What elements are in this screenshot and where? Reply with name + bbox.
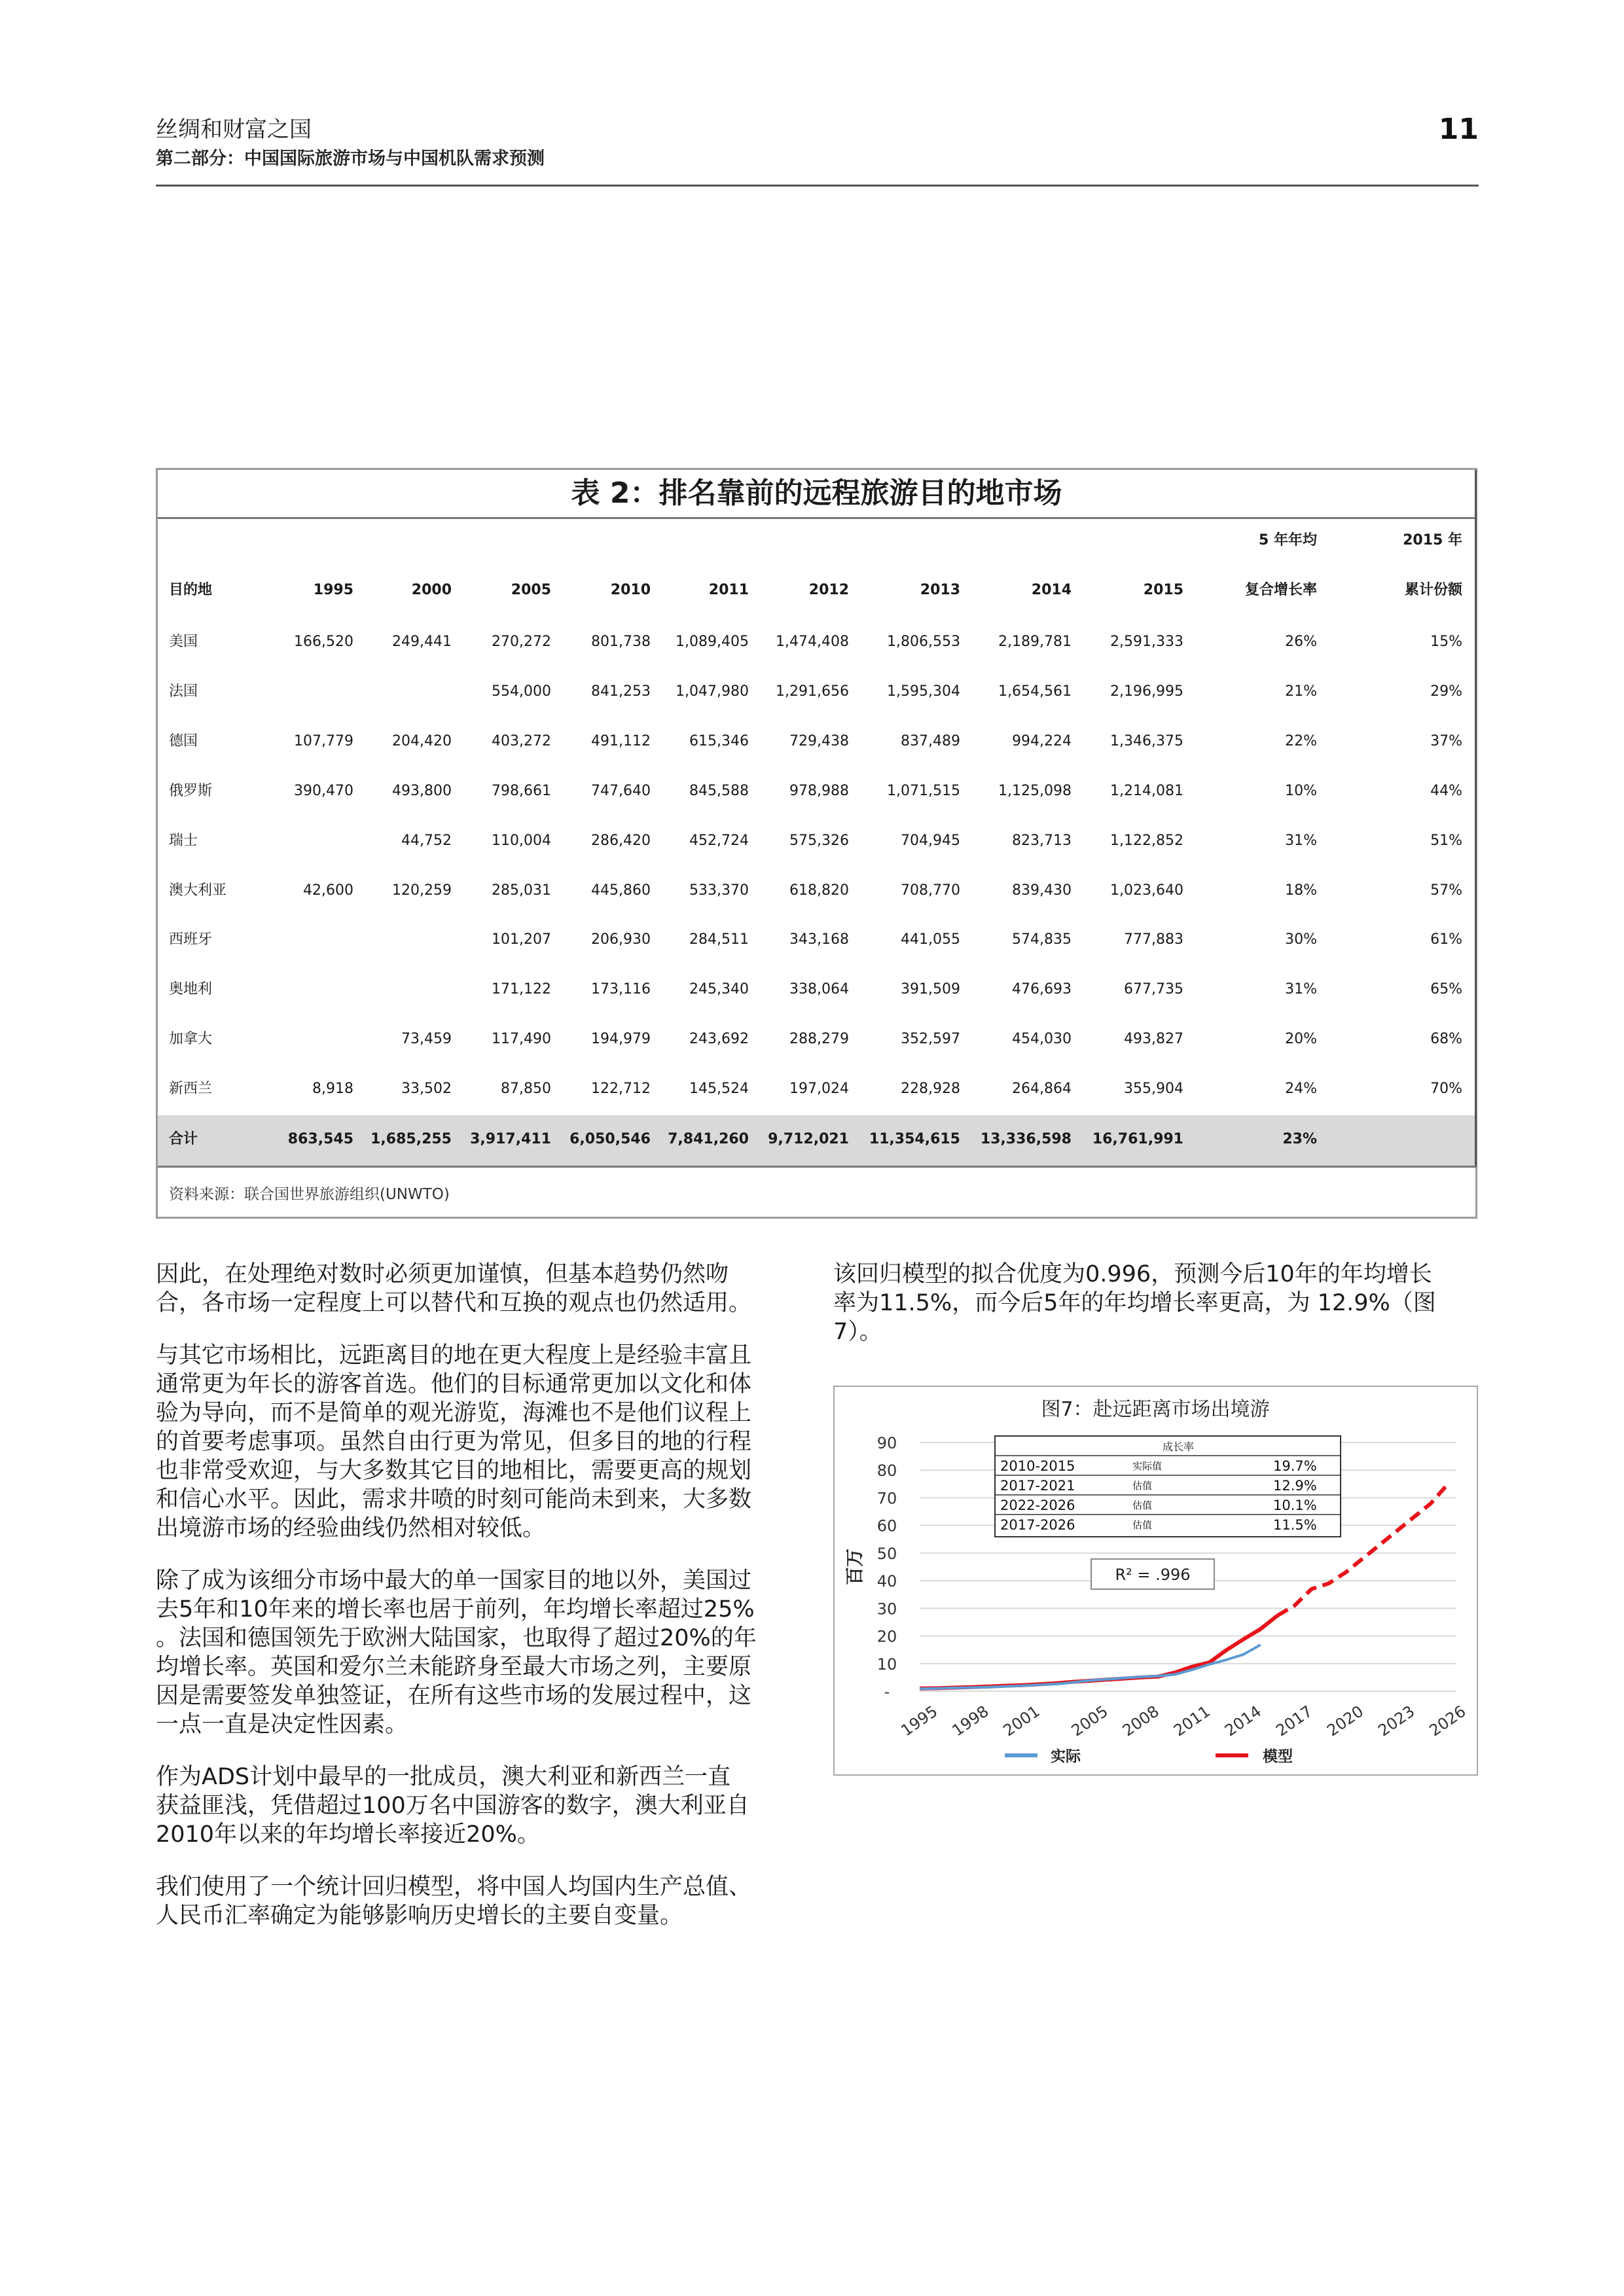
table-cell: 2,189,781 [998, 634, 1072, 650]
table-cell: 704,945 [901, 832, 960, 849]
header-subtitle: 第二部分：中国国际旅游市场与中国机队需求预测 [156, 149, 545, 169]
text-line: 因此，在处理绝对数时必须更加谨慎，但基本趋势仍然吻 [156, 1261, 729, 1287]
chart-data-point [970, 1687, 972, 1689]
table-row-label: 法国 [169, 683, 198, 700]
chart-data-point [1089, 1679, 1091, 1681]
text-line: 和信心水平。因此，需求井喷的时刻可能尚未到来，大多数 [156, 1486, 752, 1513]
chart-legend-label: 实际 [1051, 1748, 1081, 1765]
table-cell: 2,196,995 [1110, 683, 1183, 700]
table-row-label: 澳大利亚 [169, 882, 227, 899]
chart-inset-rate: 12.9% [1273, 1478, 1317, 1494]
table-cell: 476,693 [1012, 981, 1072, 998]
table-total-cell: 863,545 [287, 1131, 353, 1147]
chart-y-tick-label: 40 [876, 1572, 897, 1591]
chart-title: 图7：赴远距离市场出境游 [1041, 1398, 1270, 1421]
table-cell: 206,930 [591, 931, 651, 948]
table-cell: 452,724 [689, 832, 749, 849]
chart-y-axis-label: 百万 [844, 1548, 865, 1586]
table-source: 资料来源：联合国世界旅游组织(UNWTO) [169, 1186, 450, 1203]
table-cell: 403,272 [492, 732, 551, 749]
chart-data-point [987, 1686, 989, 1688]
table-cell: 29% [1430, 683, 1462, 700]
table-total-cell: 6,050,546 [569, 1131, 651, 1147]
table-cell: 33,502 [401, 1081, 452, 1098]
table-total-cell: 11,354,615 [869, 1131, 960, 1147]
table-cell: 841,253 [591, 683, 651, 700]
table-cell: 845,588 [689, 782, 749, 799]
chart-x-tick-label: 2001 [1000, 1702, 1043, 1740]
text-line: 去5年和10年来的增长率也居于前列，年均增长率超过25% [156, 1596, 755, 1623]
chart-data-point [919, 1688, 921, 1690]
table-cell: 491,112 [591, 732, 651, 749]
header-divider [156, 185, 1479, 187]
table-cell: 1,125,098 [998, 782, 1072, 799]
header-title: 丝绸和财富之国 [156, 117, 312, 143]
table-cell: 391,509 [901, 981, 960, 998]
chart-inset-period: 2022-2026 [1000, 1498, 1075, 1513]
table-row-label: 西班牙 [169, 931, 213, 948]
table-cell: 390,470 [294, 782, 353, 799]
table-cell: 1,089,405 [676, 634, 749, 650]
chart-annotation: R² = .996 [1115, 1566, 1191, 1584]
table-cell: 352,597 [901, 1031, 960, 1048]
paragraph [156, 1341, 810, 1543]
table-cell: 355,904 [1124, 1081, 1183, 1098]
chart-data-point [1140, 1676, 1142, 1678]
table-total-label: 合计 [169, 1131, 198, 1147]
table-bottom-border [158, 1166, 1477, 1168]
chart-data-point [1344, 1571, 1346, 1573]
table-cell: 1,122,852 [1110, 832, 1183, 849]
text-line: 该回归模型的拟合优度为0.996，预测今后10年的年均增长 [833, 1261, 1432, 1287]
table-cell: 454,030 [1012, 1031, 1072, 1048]
text-line: 合，各市场一定程度上可以替代和互换的观点也仍然适用。 [156, 1290, 752, 1316]
table-cell: 493,827 [1124, 1031, 1183, 1048]
table-total-cell: 13,336,598 [980, 1131, 1072, 1147]
table-cell: 1,474,408 [776, 634, 849, 650]
paragraph [156, 1566, 810, 1739]
table-total-cell: 3,917,411 [470, 1131, 551, 1147]
chart-inset-kind: 实际值 [1132, 1460, 1163, 1472]
chart-x-tick-label: 1995 [897, 1702, 941, 1740]
table-cell: 37% [1430, 732, 1462, 749]
chart-figure-7 [835, 1387, 1477, 1774]
chart-data-point [1157, 1675, 1159, 1677]
chart-data-point [1208, 1664, 1210, 1666]
table-cell: 117,490 [492, 1031, 551, 1048]
table-cell: 1,291,656 [776, 683, 849, 700]
text-line: 也非常受欢迎，与大多数其它目的地相比，需要更高的规划 [156, 1458, 752, 1484]
table-cell: 70% [1430, 1081, 1462, 1098]
table-cell: 10% [1285, 782, 1317, 799]
chart-data-point [953, 1687, 955, 1689]
table-cell: 441,055 [901, 931, 960, 948]
chart-y-tick-label: 60 [876, 1516, 897, 1535]
table-cell: 343,168 [789, 931, 849, 948]
table-cell: 798,661 [492, 782, 551, 799]
paragraph [156, 1873, 810, 1930]
chart-data-point [1327, 1583, 1329, 1585]
table-cell: 747,640 [591, 782, 651, 799]
table-cell: 8,918 [312, 1081, 353, 1098]
table-cell: 729,438 [789, 732, 849, 749]
chart-y-tick-label: 50 [876, 1544, 897, 1563]
table-cell: 533,370 [689, 882, 749, 899]
table-cell: 978,988 [789, 782, 849, 799]
table-cell: 24% [1285, 1081, 1317, 1098]
table-cell: 1,071,515 [887, 782, 960, 799]
table-cell: 73,459 [401, 1031, 452, 1048]
table-cell: 101,207 [492, 931, 551, 948]
table-cell: 286,420 [591, 832, 651, 849]
table-right-border [1475, 470, 1477, 1167]
chart-data-point [1242, 1653, 1244, 1655]
table-cell: 338,064 [789, 981, 849, 998]
table-cell: 22% [1285, 732, 1317, 749]
chart-data-point [1191, 1666, 1193, 1668]
table-row-label: 俄罗斯 [169, 782, 213, 799]
table-cell: 107,779 [294, 732, 353, 749]
chart-data-point [1072, 1681, 1074, 1683]
table-cell: 801,738 [591, 634, 651, 650]
table-column-header: 2000 [411, 582, 452, 598]
table-cell: 20% [1285, 1031, 1317, 1048]
table-column-header: 2014 [1031, 582, 1072, 598]
table-row-label: 德国 [169, 732, 198, 749]
table-cell: 245,340 [689, 981, 749, 998]
chart-data-point [1276, 1615, 1278, 1617]
table-cell: 197,024 [789, 1081, 849, 1098]
table-cell: 288,279 [789, 1031, 849, 1048]
table-header-top-1: 5 年年均 [1259, 532, 1317, 548]
page-number: 11 [1438, 113, 1479, 146]
chart-data-point [1310, 1588, 1312, 1590]
chart-inset-rate: 10.1% [1273, 1498, 1317, 1513]
table-row-label: 美国 [169, 634, 198, 650]
chart-data-point [1362, 1558, 1363, 1560]
table-column-header: 2013 [920, 582, 960, 598]
table-cell: 1,654,561 [998, 683, 1072, 700]
table-title: 表 2：排名靠前的远程旅游目的地市场 [158, 470, 1475, 519]
table-row-label: 奥地利 [169, 981, 213, 998]
table-cell: 445,860 [591, 882, 651, 899]
text-line: 人民币汇率确定为能够影响历史增长的主要自变量。 [156, 1903, 683, 1929]
table-cell: 44,752 [401, 832, 452, 849]
chart-x-tick-label: 2017 [1272, 1702, 1316, 1740]
chart-data-point [1038, 1684, 1040, 1686]
table-cell: 1,023,640 [1110, 882, 1183, 899]
text-line: 获益匪浅，凭借超过100万名中国游客的数字，澳大利亚自 [156, 1793, 749, 1819]
chart-data-point [1055, 1683, 1057, 1685]
table-cell: 18% [1285, 882, 1317, 899]
text-line: 2010年以来的年均增长率接近20%。 [156, 1821, 540, 1848]
paragraph [156, 1260, 810, 1318]
table-cell: 21% [1285, 683, 1317, 700]
chart-inset-period: 2017-2026 [1000, 1517, 1075, 1533]
table-column-header: 2015 [1143, 582, 1183, 598]
chart-series-line-1 [920, 1615, 1278, 1689]
chart-inset-kind: 估值 [1132, 1519, 1153, 1531]
chart-data-point [1379, 1544, 1380, 1546]
chart-data-point [1259, 1628, 1261, 1630]
chart-x-tick-label: 2005 [1068, 1702, 1111, 1740]
table-total-cell: 23% [1282, 1131, 1317, 1147]
chart-data-point [1123, 1677, 1125, 1679]
chart-y-tick-label: 80 [876, 1462, 897, 1480]
text-line: 率为11.5%，而今后5年的年均增长率更高，为 12.9%（图 [833, 1290, 1436, 1316]
chart-inset-kind: 估值 [1132, 1499, 1153, 1511]
table-cell: 285,031 [492, 882, 551, 899]
table-cell: 26% [1285, 634, 1317, 650]
text-line: 作为ADS计划中最早的一批成员，澳大利亚和新西兰一直 [156, 1764, 731, 1790]
chart-x-tick-label: 2008 [1119, 1702, 1163, 1740]
table-column-header: 2012 [808, 582, 849, 598]
chart-data-point [936, 1687, 938, 1689]
chart-y-tick-label: 70 [876, 1489, 897, 1508]
text-line: 一点一直是决定性因素。 [156, 1712, 408, 1738]
table-row-label: 新西兰 [169, 1081, 213, 1098]
table-cell: 166,520 [294, 634, 353, 650]
table-row-label: 加拿大 [169, 1031, 213, 1048]
table-cell: 51% [1430, 832, 1462, 849]
chart-y-tick-label: - [884, 1683, 890, 1701]
chart-data-point [1021, 1685, 1023, 1687]
table-cell: 994,224 [1012, 732, 1072, 749]
chart-data-point [1242, 1638, 1244, 1640]
table-cell: 284,511 [689, 931, 749, 948]
table-cell: 249,441 [392, 634, 452, 650]
table-cell: 145,524 [689, 1081, 749, 1098]
table-cell: 110,004 [492, 832, 551, 849]
chart-data-point [1174, 1674, 1176, 1676]
table-cell: 615,346 [689, 732, 749, 749]
table-cell: 31% [1285, 832, 1317, 849]
table-cell: 777,883 [1124, 931, 1183, 948]
table-column-header: 累计份额 [1404, 582, 1462, 598]
table-cell: 2,591,333 [1110, 634, 1183, 650]
table-total-cell: 1,685,255 [370, 1131, 452, 1147]
chart-inset-rate: 11.5% [1273, 1517, 1317, 1533]
table-cell: 87,850 [501, 1081, 551, 1098]
text-line: 出境游市场的经验曲线仍然相对较低。 [156, 1515, 546, 1541]
chart-x-tick-label: 1998 [948, 1702, 992, 1740]
table-cell: 708,770 [901, 882, 960, 899]
table-cell: 493,800 [392, 782, 452, 799]
table-column-header: 1995 [313, 582, 353, 598]
chart-inset-rate: 19.7% [1273, 1458, 1317, 1474]
table-cell: 677,735 [1124, 981, 1183, 998]
text-line: 均增长率。英国和爱尔兰未能跻身至最大市场之列，主要原 [156, 1654, 752, 1680]
text-line: 除了成为该细分市场中最大的单一国家目的地以外，美国过 [156, 1568, 752, 1594]
table-cell: 120,259 [392, 882, 452, 899]
chart-x-tick-label: 2023 [1375, 1702, 1418, 1740]
chart-y-tick-label: 20 [876, 1627, 897, 1646]
table-cell: 57% [1430, 882, 1462, 899]
table-cell: 30% [1285, 931, 1317, 948]
table-cell: 264,864 [1012, 1081, 1072, 1098]
chart-x-tick-label: 2026 [1426, 1702, 1470, 1740]
table-cell: 1,806,553 [887, 634, 960, 650]
chart-data-point [1106, 1678, 1108, 1680]
text-line: 通常更为年长的游客首选。他们的目标通常更加以文化和体 [156, 1371, 752, 1397]
chart-data-point [1396, 1530, 1398, 1532]
table-cell: 173,116 [591, 981, 651, 998]
table-cell: 15% [1430, 634, 1462, 650]
table-total-cell: 7,841,260 [668, 1131, 749, 1147]
table-cell: 837,489 [901, 732, 960, 749]
table-cell: 68% [1430, 1031, 1462, 1048]
text-line: 验为导向，而不是简单的观光游览，海滩也不是他们议程上 [156, 1400, 752, 1426]
chart-inset-period: 2010-2015 [1000, 1458, 1075, 1474]
table-cell: 42,600 [303, 882, 353, 899]
chart-data-point [1191, 1669, 1193, 1671]
chart-data-point [1447, 1483, 1449, 1485]
table-column-header: 2005 [511, 582, 551, 598]
text-line: 的首要考虑事项。虽然自由行更为常见，但多目的地的行程 [156, 1429, 752, 1455]
table-cell: 1,047,980 [676, 683, 749, 700]
text-line: 因是需要签发单独签证，在所有这些市场的发展过程中，这 [156, 1683, 752, 1709]
text-line: 。法国和德国领先于欧洲大陆国家，也取得了超过20%的年 [156, 1625, 757, 1651]
right-column-text [833, 1260, 1488, 1346]
table-cell: 171,122 [492, 981, 551, 998]
table-cell: 243,692 [689, 1031, 749, 1048]
table-row-label: 瑞士 [169, 832, 198, 849]
table-cell: 228,928 [901, 1081, 960, 1098]
table-column-header: 复合增长率 [1244, 582, 1317, 598]
table-cell: 194,979 [591, 1031, 651, 1048]
chart-data-point [1225, 1649, 1227, 1651]
table-total-cell: 9,712,021 [768, 1131, 849, 1147]
table-cell: 575,326 [789, 832, 849, 849]
chart-legend-label: 模型 [1263, 1748, 1293, 1765]
table-header-top-2: 2015 年 [1403, 532, 1462, 548]
table-cell: 1,346,375 [1110, 732, 1183, 749]
table-cell: 618,820 [789, 882, 849, 899]
table-cell: 1,595,304 [887, 683, 960, 700]
chart-data-point [1259, 1644, 1261, 1646]
table-cell: 44% [1430, 782, 1462, 799]
chart-inset-kind: 估值 [1132, 1480, 1153, 1492]
table-cell: 823,713 [1012, 832, 1072, 849]
table-cell: 270,272 [492, 634, 551, 650]
table-cell: 1,214,081 [1110, 782, 1183, 799]
text-line: 与其它市场相比，远距离目的地在更大程度上是经验丰富且 [156, 1342, 752, 1369]
table-cell: 122,712 [591, 1081, 651, 1098]
table-column-header: 目的地 [169, 582, 213, 598]
table-cell: 204,420 [392, 732, 452, 749]
table-column-header: 2011 [708, 582, 749, 598]
left-column-text [156, 1260, 810, 1954]
chart-data-point [1004, 1685, 1006, 1687]
chart-y-tick-label: 30 [876, 1600, 897, 1619]
table-cell: 574,835 [1012, 931, 1072, 948]
table-cell: 65% [1430, 981, 1462, 998]
paragraph [156, 1763, 810, 1849]
table-cell: 61% [1430, 931, 1462, 948]
chart-x-tick-label: 2014 [1221, 1702, 1265, 1740]
text-line: 7）。 [833, 1319, 882, 1345]
chart-data-point [1293, 1605, 1295, 1607]
text-line: 我们使用了一个统计回归模型，将中国人均国内生产总值、 [156, 1874, 752, 1900]
table-total-cell: 16,761,991 [1092, 1131, 1183, 1147]
chart-inset-header: 成长率 [1162, 1441, 1195, 1453]
chart-data-point [1225, 1659, 1227, 1660]
table-cell: 31% [1285, 981, 1317, 998]
table-column-header: 2010 [610, 582, 651, 598]
chart-x-tick-label: 2020 [1324, 1702, 1367, 1740]
table-cell: 554,000 [492, 683, 551, 700]
chart-y-tick-label: 90 [876, 1434, 897, 1452]
chart-inset-period: 2017-2021 [1000, 1478, 1075, 1494]
chart-data-point [1413, 1516, 1415, 1518]
chart-x-tick-label: 2011 [1170, 1702, 1214, 1740]
chart-data-point [1430, 1502, 1432, 1504]
table-cell: 839,430 [1012, 882, 1072, 899]
chart-y-tick-label: 10 [876, 1655, 897, 1674]
